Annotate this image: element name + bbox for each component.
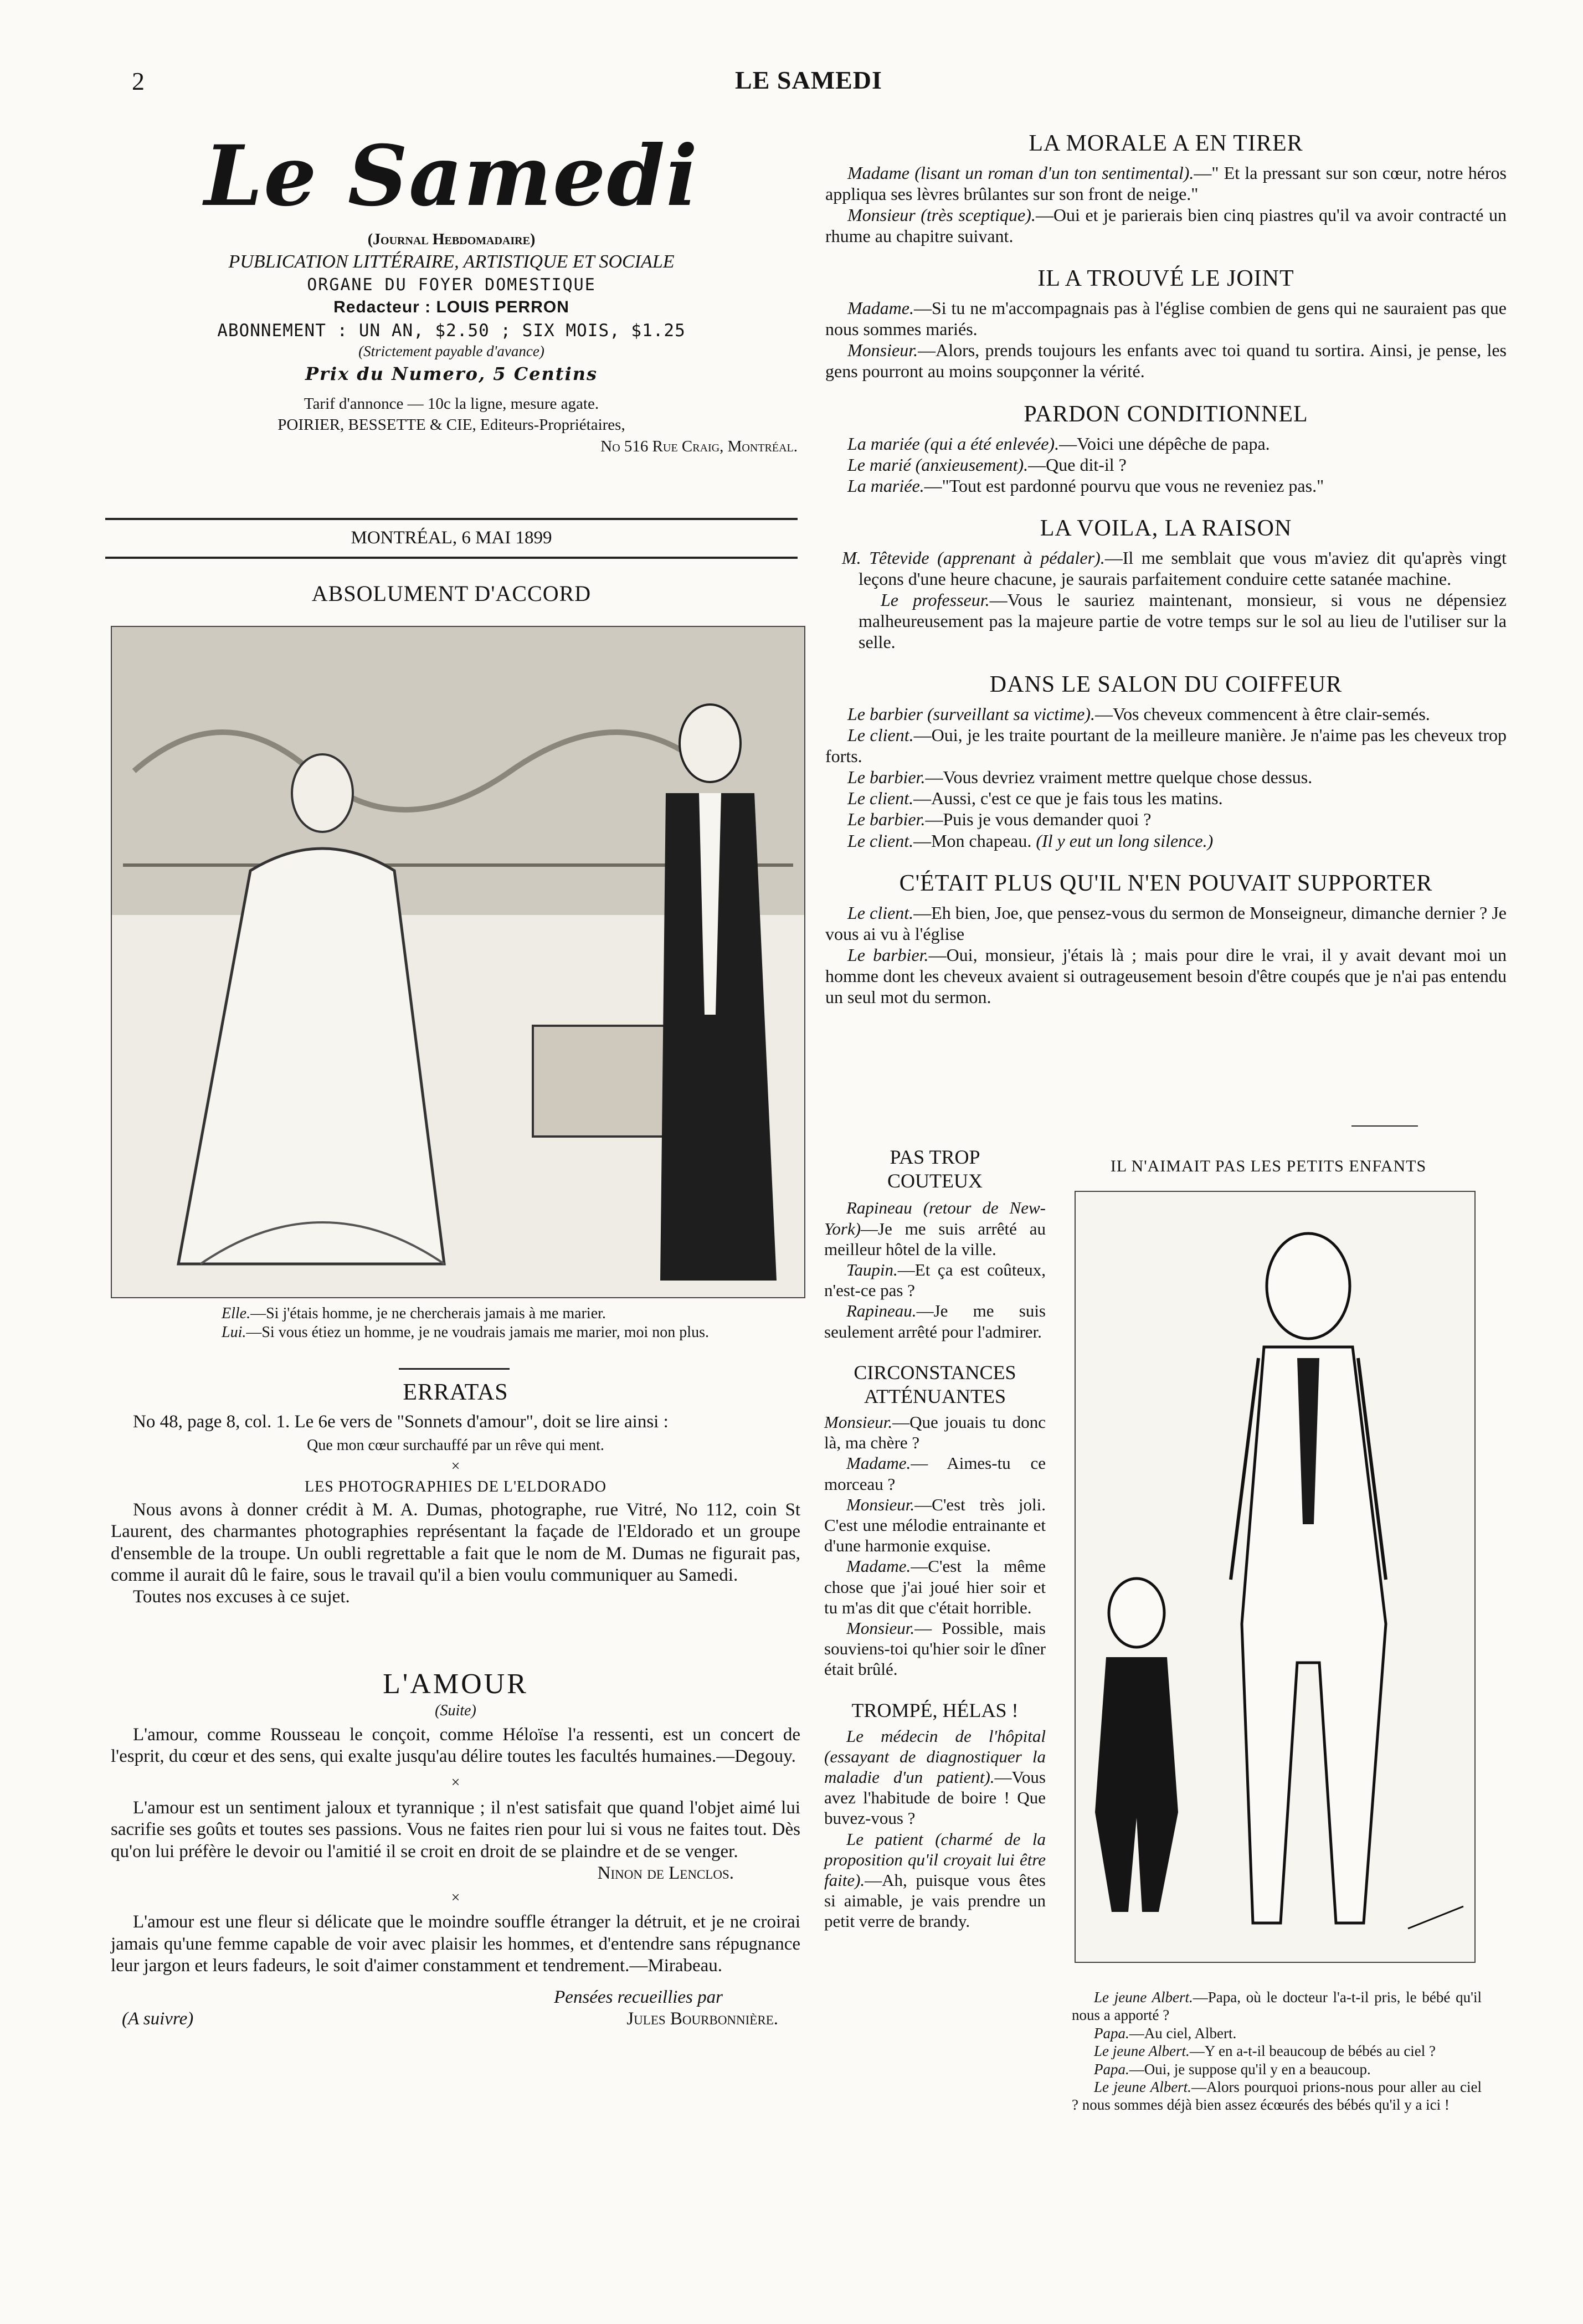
- masthead-line2: PUBLICATION LITTÉRAIRE, ARTISTIQUE ET SOCIALE: [228, 251, 675, 272]
- voila-speaker-2: Le professeur.: [881, 589, 990, 610]
- erratas-sep: ×: [451, 1457, 460, 1475]
- morale-line-2: —Oui et je parierais bien cinq piastres qu'il va avoir contracté un rhume au chapitre suivant.: [825, 205, 1507, 246]
- masthead-rule-top: [105, 518, 798, 520]
- caption-speaker-1: Elle.: [222, 1305, 251, 1322]
- trompe-speaker-1: Le médecin de l'hôpital (essayant de diagnostiquer la maladie d'un patient).: [824, 1726, 1046, 1787]
- joint-speaker-2: Monsieur.: [847, 340, 918, 361]
- trompe-line-2: —Ah, puisque vous êtes si aimable, je vais prendre un petit verre de brandy.: [824, 1870, 1046, 1931]
- couteux-line-1: —Je me suis arrêté au meilleur hôtel de la ville.: [824, 1218, 1046, 1259]
- enfants-title: IL N'AIMAIT PAS LES PETITS ENFANTS: [1110, 1157, 1427, 1175]
- amour-p2: L'amour est un sentiment jaloux et tyrannique ; il n'est satisfait que quand l'objet aimé lui sacrifie ses goûts et toutes ses passions. Vous ne faites rien pour lui si vous ne faites tout. Dès qu'on lui préfère le devoir ou l'amitié il se croit en droit de se plaindre et de se venger.: [111, 1798, 800, 1862]
- circonstances-line-2: — Aimes-tu ce morceau ?: [824, 1453, 1046, 1494]
- masthead-line9: POIRIER, BESSETTE & CIE, Editeurs-Propriétaires,: [277, 416, 625, 434]
- coiffeur-speaker-4: Le client.: [847, 788, 914, 809]
- circonstances-speaker-2: Madame.: [846, 1453, 911, 1473]
- masthead-line6: (Strictement payable d'avance): [358, 342, 544, 359]
- coiffeur-line-6: —Mon chapeau.: [913, 830, 1032, 851]
- enfants-speaker-2: Papa.: [1094, 2024, 1129, 2042]
- circonstances-title-2: ATTÉNUANTES: [864, 1385, 1006, 1407]
- supporter-speaker-1: Le client.: [847, 902, 914, 923]
- erratas-p3: Toutes nos excuses à ce sujet.: [133, 1587, 350, 1607]
- erratas-p2: Nous avons à donner crédit à M. A. Dumas, photographe, rue Vitré, No 112, coin St Laurent, des charmantes photographies représentant la façade de l'Eldorado et un groupe d'ensemble de la troupe. Un oubli regrettable a fait que le nom de M. Dumas ne figurait pas, comme il aurait dû le faire, sous le travail qu'il a bien voulu communiquer au Samedi.: [111, 1500, 800, 1585]
- circonstances-line-3: —C'est très joli. C'est une mélodie entrainante et d'une harmonie exquise.: [824, 1494, 1046, 1556]
- circonstances-line-1: —Que jouais tu donc là, ma chère ?: [824, 1412, 1046, 1453]
- absolument-title: ABSOLUMENT D'ACCORD: [311, 581, 592, 606]
- amour-suivre: (A suivre): [122, 2009, 194, 2029]
- coiffeur-line-2: —Oui, je les traite pourtant de la meilleure manière. Je n'aime pas les cheveux trop forts.: [825, 725, 1507, 767]
- voila-title: LA VOILA, LA RAISON: [1040, 515, 1292, 541]
- enfants-line-2: —Au ciel, Albert.: [1129, 2024, 1237, 2042]
- couteux-speaker-3: Rapineau.: [846, 1301, 917, 1321]
- erratas-title: ERRATAS: [403, 1380, 508, 1405]
- pardon-line-2: —Que dit-il ?: [1028, 454, 1127, 475]
- circonstances-title-1: CIRCONSTANCES: [854, 1361, 1016, 1384]
- pardon-speaker-3: La mariée.: [847, 475, 924, 496]
- erratas-sub: LES PHOTOGRAPHIES DE L'ELDORADO: [305, 1478, 607, 1495]
- couteux-title-1: PAS TROP: [890, 1146, 980, 1168]
- right-column-top: [825, 130, 1507, 1007]
- illustration-couple: [111, 626, 805, 1298]
- amour-sep-1: ×: [451, 1773, 460, 1791]
- circonstances-speaker-5: Monsieur.: [846, 1618, 915, 1638]
- coiffeur-line-4: —Aussi, c'est ce que je fais tous les matins.: [913, 788, 1223, 809]
- morale-speaker-2: Monsieur (très sceptique).: [847, 205, 1036, 225]
- supporter-speaker-2: Le barbier.: [847, 944, 929, 965]
- masthead-logo: Le Samedi: [204, 127, 699, 225]
- absolument-caption: [222, 1304, 803, 1341]
- coiffeur-title: DANS LE SALON DU COIFFEUR: [989, 672, 1343, 698]
- enfants-speaker-3: Le jeune Albert.: [1094, 2043, 1190, 2060]
- running-title: LE SAMEDI: [735, 66, 882, 94]
- coiffeur-speaker-3: Le barbier.: [847, 767, 926, 788]
- amour-sep-2: ×: [451, 1889, 460, 1907]
- trompe-line-1: —Vous avez l'habitude de boire ! Que buvez-vous ?: [824, 1767, 1046, 1828]
- voila-line-1: —Il me semblait que vous m'aviez dit qu'après vingt leçons d'une heure chacune, je saurais parfaitement conduire cette satanée machine.: [859, 547, 1507, 589]
- enfants-speaker-4: Papa.: [1094, 2060, 1129, 2078]
- coiffeur-speaker-6: Le client.: [847, 830, 914, 851]
- pardon-title: PARDON CONDITIONNEL: [1024, 401, 1308, 427]
- pardon-line-1: —Voici une dépêche de papa.: [1059, 433, 1270, 454]
- pardon-speaker-1: La mariée (qui a été enlevée).: [847, 433, 1060, 454]
- enfants-caption: [1072, 1988, 1482, 2114]
- masthead-line7: Prix du Numero, 5 Centins: [305, 363, 598, 384]
- amour-section: [111, 1667, 800, 2030]
- couteux-speaker-2: Taupin.: [846, 1259, 898, 1279]
- masthead-rule-bottom: [105, 557, 798, 559]
- page-number: 2: [132, 67, 145, 95]
- amour-signature-2: Ninon de Lenclos.: [597, 1863, 734, 1883]
- erratas-p1: No 48, page 8, col. 1. Le 6e vers de "Sonnets d'amour", doit se lire ainsi :: [133, 1411, 669, 1432]
- masthead-line10: No 516 Rue Craig, Montréal.: [600, 437, 798, 455]
- morale-title: LA MORALE A EN TIRER: [1029, 131, 1303, 156]
- couteux-line-3: —Je me suis seulement arrêté pour l'admirer.: [824, 1301, 1046, 1341]
- separator-erratas: [399, 1368, 510, 1370]
- pardon-speaker-2: Le marié (anxieusement).: [847, 454, 1029, 475]
- masthead-line1: (Journal Hebdomadaire): [367, 230, 536, 248]
- enfants-line-4: —Oui, je suppose qu'il y en a beaucoup.: [1129, 2060, 1371, 2078]
- coiffeur-line-6b: (Il y eut un long silence.): [1036, 830, 1214, 851]
- enfants-line-1: —Papa, où le docteur l'a-t-il pris, le bébé qu'il nous a apporté ?: [1072, 1989, 1482, 2024]
- couteux-title-2: COUTEUX: [887, 1170, 983, 1192]
- circonstances-speaker-3: Monsieur.: [846, 1494, 915, 1514]
- morale-speaker-1: Madame (lisant un roman d'un ton sentimental).: [847, 162, 1194, 183]
- coiffeur-line-5: —Puis je vous demander quoi ?: [925, 809, 1152, 830]
- circonstances-speaker-1: Monsieur.: [824, 1412, 893, 1432]
- masthead: [105, 127, 798, 456]
- coiffeur-speaker-1: Le barbier (surveillant sa victime).: [847, 704, 1096, 724]
- amour-suite: (Suite): [435, 1701, 476, 1719]
- morale-line-1: —" Et la pressant sur son cœur, notre héros appliqua ses lèvres brûlantes sur son front de neige.": [825, 162, 1507, 204]
- couteux-line-2: —Et ça est coûteux, n'est-ce pas ?: [824, 1259, 1046, 1300]
- masthead-line5: ABONNEMENT : UN AN, $2.50 ; SIX MOIS, $1.25: [217, 320, 686, 341]
- illustration-father-son: [1075, 1191, 1476, 1963]
- joint-speaker-1: Madame.: [847, 298, 914, 318]
- trompe-title: TROMPÉ, HÉLAS !: [851, 1699, 1019, 1721]
- caption-line-2: —Si vous étiez un homme, je ne voudrais jamais me marier, moi non plus.: [246, 1323, 709, 1341]
- coiffeur-line-1: —Vos cheveux commencent à être clair-semés.: [1095, 704, 1430, 724]
- joint-title: IL A TROUVÉ LE JOINT: [1037, 266, 1294, 292]
- couteux-speaker-1: Rapineau (retour de New-York): [824, 1198, 1046, 1238]
- caption-line-1: —Si j'étais homme, je ne chercherais jamais à me marier.: [250, 1305, 606, 1322]
- enfants-speaker-1: Le jeune Albert.: [1094, 1989, 1193, 2006]
- trompe-speaker-2: Le patient (charmé de la proposition qu'il croyait lui être faite).: [824, 1829, 1046, 1890]
- joint-line-1: —Si tu ne m'accompagnais pas à l'église combien de gens qui ne sauraient pas que nous sommes mariés.: [825, 298, 1507, 340]
- masthead-line4: Redacteur : LOUIS PERRON: [333, 297, 569, 316]
- amour-title: L'AMOUR: [383, 1668, 528, 1700]
- coiffeur-speaker-5: Le barbier.: [847, 809, 926, 830]
- circonstances-speaker-4: Madame.: [846, 1556, 911, 1576]
- voila-speaker-1: M. Têtevide (apprenant à pédaler).: [842, 547, 1105, 568]
- supporter-title: C'ÉTAIT PLUS QU'IL N'EN POUVAIT SUPPORTER: [899, 870, 1433, 896]
- circonstances-line-4: —C'est la même chose que j'ai joué hier soir et tu m'as dit que c'était horrible.: [824, 1556, 1046, 1617]
- circonstances-line-5: — Possible, mais souviens-toi qu'hier soir le dîner était brûlé.: [824, 1618, 1046, 1679]
- amour-credit: Pensées recueillies par: [554, 1987, 723, 2008]
- coiffeur-line-3: —Vous devriez vraiment mettre quelque chose dessus.: [925, 767, 1313, 788]
- supporter-line-2: —Oui, monsieur, j'étais là ; mais pour dire le vrai, il y avait devant moi un homme dont les cheveux avaient si outrageusement besoin d'être coupés que je n'ai pas entendu un seul mot du sermon.: [825, 944, 1507, 1007]
- separator-right: [1351, 1125, 1418, 1127]
- joint-line-2: —Alors, prends toujours les enfants avec toi quand tu sortira. Ainsi, je pense, les gens pourront au moins soupçonner la vérité.: [825, 340, 1507, 382]
- erratas-verse: Que mon cœur surchauffé par un rêve qui ment.: [307, 1437, 604, 1454]
- erratas-section: [111, 1379, 800, 1608]
- amour-p1: L'amour, comme Rousseau le conçoit, comme Héloïse l'a ressenti, est un concert de l'esprit, du cœur et des sens, qui exalte jusqu'au délire toutes les facultés humaines.—Degouy.: [111, 1725, 800, 1767]
- coiffeur-speaker-2: Le client.: [847, 725, 914, 745]
- enfants-line-3: —Y en a-t-il beaucoup de bébés au ciel ?: [1189, 2043, 1436, 2060]
- masthead-line8: Tarif d'annonce — 10c la ligne, mesure agate.: [304, 394, 599, 413]
- enfants-speaker-5: Le jeune Albert.: [1094, 2078, 1191, 2095]
- pardon-line-3: —"Tout est pardonné pourvu que vous ne reveniez pas.": [924, 475, 1324, 496]
- issue-date: MONTRÉAL, 6 MAI 1899: [351, 528, 552, 548]
- voila-line-2: —Vous le sauriez maintenant, monsieur, si vous ne dépensiez malheureusement pas la majeure partie de votre temps sur le sol au lieu de l'utiliser sur la selle.: [859, 589, 1507, 652]
- supporter-line-1: —Eh bien, Joe, que pensez-vous du sermon de Monseigneur, dimanche dernier ? Je vous ai vu à l'église: [825, 902, 1507, 944]
- amour-author: Jules Bourbonnière.: [626, 2009, 778, 2029]
- amour-p3: L'amour est une fleur si délicate que le moindre souffle étranger la détruit, et je ne croirai jamais qu'une femme capable de voir avec plaisir les hommes, et d'entendre sans répugnance leur jargon et leurs fadeurs, le soit d'aimer constamment et tendrement.—Mirabeau.: [111, 1912, 800, 1976]
- narrow-column: [824, 1145, 1046, 1932]
- enfants-line-5: —Alors pourquoi prions-nous pour aller au ciel ? nous sommes déjà bien assez écœurés des bébés qu'il y a ici !: [1072, 2078, 1482, 2114]
- masthead-line3: ORGANE DU FOYER DOMESTIQUE: [307, 275, 596, 295]
- caption-speaker-2: Lui.: [222, 1323, 246, 1341]
